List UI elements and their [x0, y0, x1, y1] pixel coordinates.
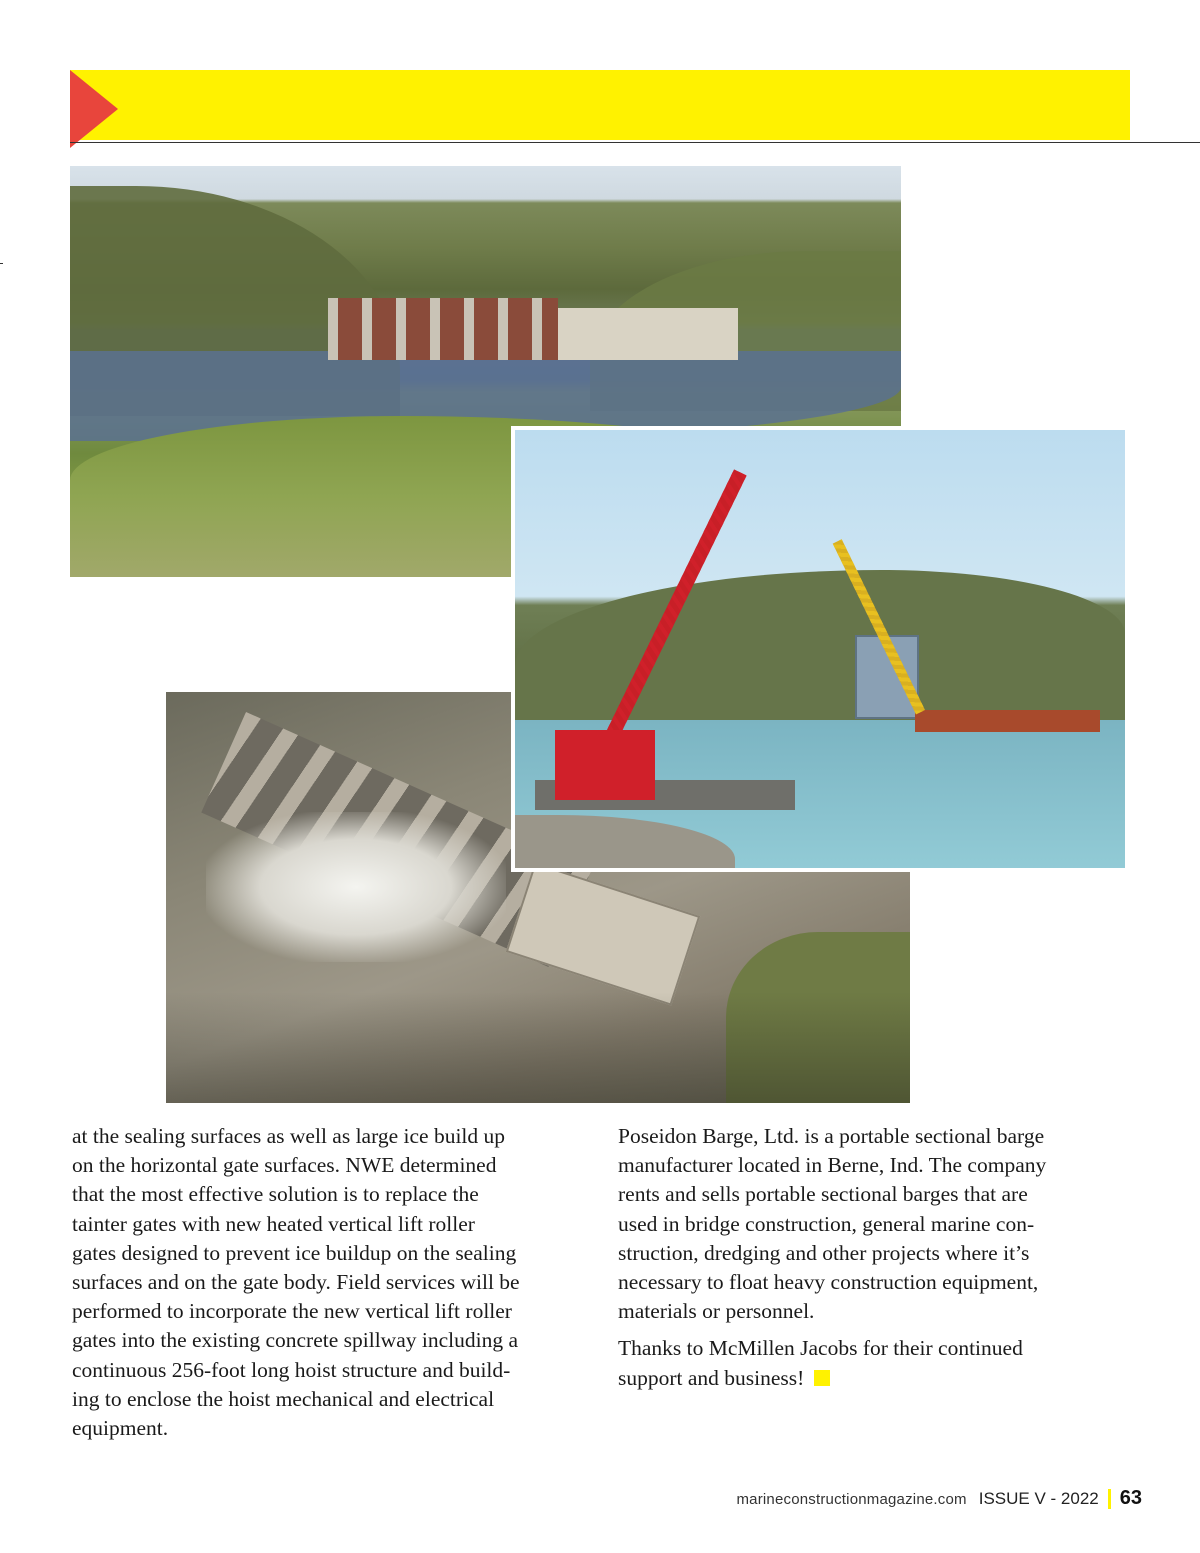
- cranes-on-barges-photo: [511, 426, 1129, 872]
- paragraph-poseidon: [618, 1122, 1118, 1326]
- banner-arrow-icon: [70, 70, 118, 148]
- text-line: Poseidon Barge, Ltd. is a portable sectional barge: [618, 1124, 1045, 1148]
- text-line: necessary to float heavy construction equipment,: [618, 1270, 1039, 1295]
- body-text-left-column: [72, 1122, 587, 1443]
- text-line: used in bridge construction, general marine con-: [618, 1211, 1035, 1236]
- paragraph-thanks: [618, 1334, 1118, 1392]
- end-of-article-square-icon: [814, 1370, 830, 1386]
- page-number: 63: [1119, 1487, 1142, 1509]
- crop-mark: [0, 263, 3, 264]
- header-banner: [70, 70, 1130, 140]
- text-line: struction, dredging and other projects where it’s: [618, 1240, 1030, 1265]
- text-line: support and business!: [618, 1365, 805, 1390]
- text-line: rents and sells portable sectional barges that are: [618, 1182, 1028, 1207]
- text-line: that the most effective solution is to replace the: [72, 1182, 479, 1207]
- footer-issue: ISSUE V - 2022: [978, 1489, 1099, 1508]
- footer-separator: [1108, 1489, 1111, 1509]
- text-line: ing to enclose the hoist mechanical and electrical: [72, 1386, 495, 1411]
- text-line: tainter gates with new heated vertical lift roller: [72, 1211, 475, 1236]
- text-line: at the sealing surfaces as well as large ice build up: [72, 1124, 506, 1148]
- text-line: equipment.: [72, 1416, 169, 1441]
- text-line: gates into the existing concrete spillway including a: [72, 1328, 519, 1353]
- body-text-right-column: [618, 1122, 1118, 1393]
- text-line: manufacturer located in Berne, Ind. The company: [618, 1153, 1047, 1178]
- text-line: materials or personnel.: [618, 1299, 815, 1324]
- text-line: on the horizontal gate surfaces. NWE determined: [72, 1153, 497, 1178]
- text-line: gates designed to prevent ice buildup on the sealing: [72, 1240, 517, 1265]
- text-line: continuous 256-foot long hoist structure and build-: [72, 1357, 511, 1382]
- text-line: Thanks to McMillen Jacobs for their continued: [618, 1336, 1023, 1361]
- text-line: surfaces and on the gate body. Field services will be: [72, 1270, 520, 1295]
- header-rule: [70, 142, 1200, 143]
- page-footer: [736, 1487, 1142, 1510]
- text-line: performed to incorporate the new vertical lift roller: [72, 1299, 512, 1324]
- footer-website: marineconstructionmagazine.com: [736, 1491, 967, 1508]
